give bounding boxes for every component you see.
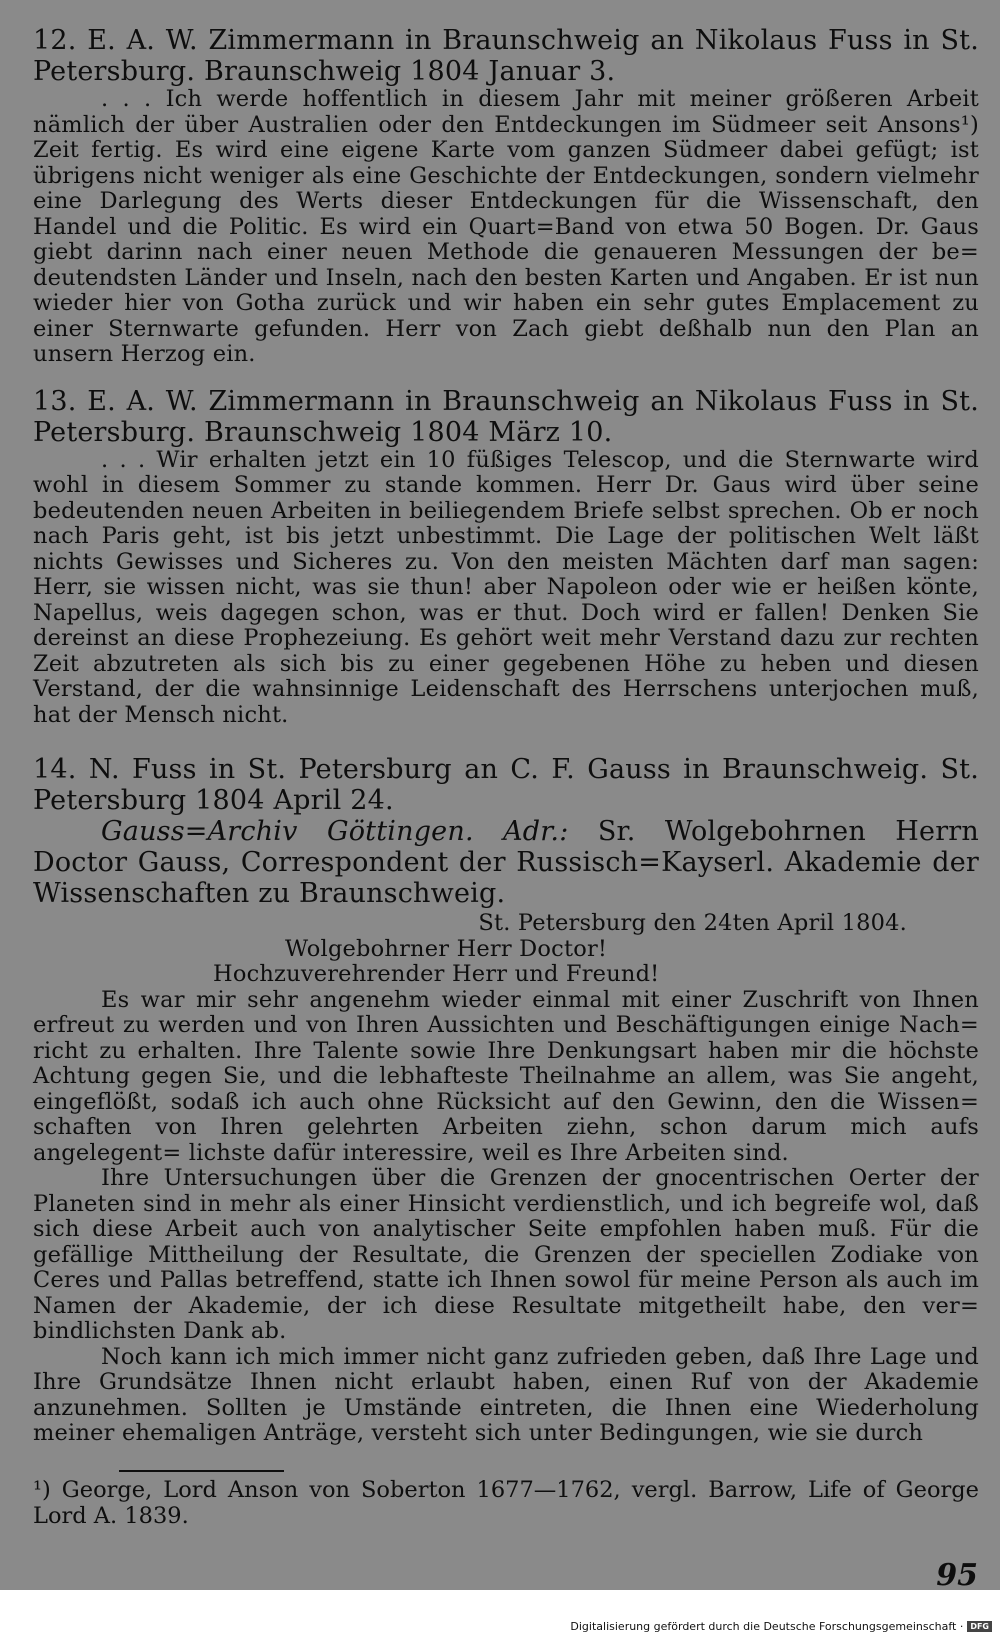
letter-14-heading: 14. N. Fuss in St. Petersburg an C. F. Gauss in Braunschweig. St. Petersburg 1804 April 24. [33,754,979,816]
letter-13-heading: 13. E. A. W. Zimmermann in Braunschweig an Nikolaus Fuss in St. Petersburg. Braunschweig 1804 März 10. [33,385,979,448]
footnote-rule [119,1470,284,1472]
letter-14-paragraph-3: Noch kann ich mich immer nicht ganz zufrieden geben, daß Ihre Lage und Ihre Grundsätze Ihnen nicht erlaubt haben, einen Ruf von der Akademie anzunehmen. Sollten je Umstände eintreten, die Ihnen eine Wiederholung meiner ehemaligen Anträge, versteht sich unter Bedingungen, wie sie durch [33,1343,979,1446]
text-column [33,0,979,1447]
letter-13-body: . . . Wir erhalten jetzt ein 10 füßiges Telescop, und die Sternwarte wird wohl in diesem Sommer zu stande kommen. Herr Dr. Gaus wird über seine bedeutenden neuen Arbeiten in beiliegendem Briefe selbst sprechen. Ob er noch nach Paris geht, ist bis jetzt unbestimmt. Die Lage der politischen Welt läßt nichts Gewisses und Sicheres zu. Von den meisten Mächten darf man sagen: Herr, sie wissen nicht, was sie thun! aber Napoleon oder wie er heißen könte, Napellus, weis dagegen schon, was er thut. Doch wird er fallen! Denken Sie dereinst an diese Prophezeiung. Es gehört weit mehr Verstand dazu zur rechten Zeit abzutreten als sich bis zu einer gegebenen Höhe zu heben und diesen Verstand, der die wahnsinnige Leidenschaft des Herrschens unterjochen muß, hat der Mensch nicht. [33,446,979,728]
dateline: St. Petersburg den 24ten April 1804. [478,910,907,936]
letter-14-paragraph-1: Es war mir sehr angenehm wieder einmal mit einer Zuschrift von Ihnen erfreut zu werden und von Ihren Aussichten und Beschäftigungen einige Nach= richt zu erhalten. Ihre Talente sowie Ihre Denkungsart haben mir die höchste Achtung gegen Sie, und die lebhafteste Theilnahme an allem, was Sie angeht, eingeflößt, sodaß ich auch ohne Rücksicht auf den Gewinn, den die Wissen= schaften von Ihren gelehrten Arbeiten ziehn, schon darum mich aufs angelegent= lichste dafür interessire, weil es Ihre Arbeiten sind. [33,986,979,1166]
salutation-1: Wolgebohrner Herr Doctor! [285,935,608,962]
letter-12-heading: 12. E. A. W. Zimmermann in Braunschweig an Nikolaus Fuss in St. Petersburg. Braunschweig 1804 Januar 3. [33,25,979,87]
credit-text: Digitalisierung gefördert durch die Deutsche Forschungsgemeinschaft · [570,1620,964,1633]
letter-14-paragraph-2: Ihre Untersuchungen über die Grenzen der gnocentrischen Oerter der Planeten sind in mehr als einer Hinsicht verdienstlich, und ich begreife wol, daß sich diese Arbeit auch von analytischer Seite empfohlen haben muß. Für die gefällige Mittheilung der Resultate, die Grenzen der speciellen Zodiake von Ceres und Pallas betreffend, statte ich Ihnen sowol für meine Person als auch im Namen der Akademie, der ich diese Resultate mitgetheilt habe, den ver= bindlichsten Dank ab. [33,1165,979,1344]
page-number: 95 [936,1558,978,1593]
salutation-2: Hochzuverehrender Herr und Freund! [213,961,660,987]
archive-source: Gauss=Archiv Göttingen. Adr.: [101,816,569,847]
letter-14-address [33,816,979,909]
letter-12-body: . . . Ich werde hoffentlich in diesem Jahr mit meiner größeren Arbeit nämlich der über Australien oder den Entdeckungen im Südmeer seit Ansons¹) Zeit fertig. Es wird eine eigene Karte vom ganzen Südmeer dabei gefügt; ist übrigens nicht weniger als eine Geschichte der Entdeckungen, sondern vielmehr eine Darlegung des Werts dieser Entdeckungen für die Wissenschaft, den Handel und die Politic. Es wird ein Quart=Band von etwa 50 Bogen. Dr. Gaus giebt darinn nach einer neuen Methode die genaueren Messungen der be= deutendsten Länder und Inseln, nach den besten Karten und Angaben. Er ist nun wieder hier von Gotha zurück und wir haben ein sehr gutes Emplacement zu einer Sternwarte gefunden. Herr von Zach giebt deßhalb nun den Plan an unsern Herzog ein. [33,86,979,367]
digitization-credit [570,1620,992,1633]
dfg-logo: DFG [967,1621,992,1632]
footnote: ¹) George, Lord Anson von Soberton 1677—1762, vergl. Barrow, Life of George Lord A. 1839. [33,1477,979,1529]
address-text: Sr. Wolgebohrnen Herrn Doctor Gauss, Correspondent der Russisch=Kayserl. Akademie der Wissenschaften zu Braunschweig. [33,816,979,909]
